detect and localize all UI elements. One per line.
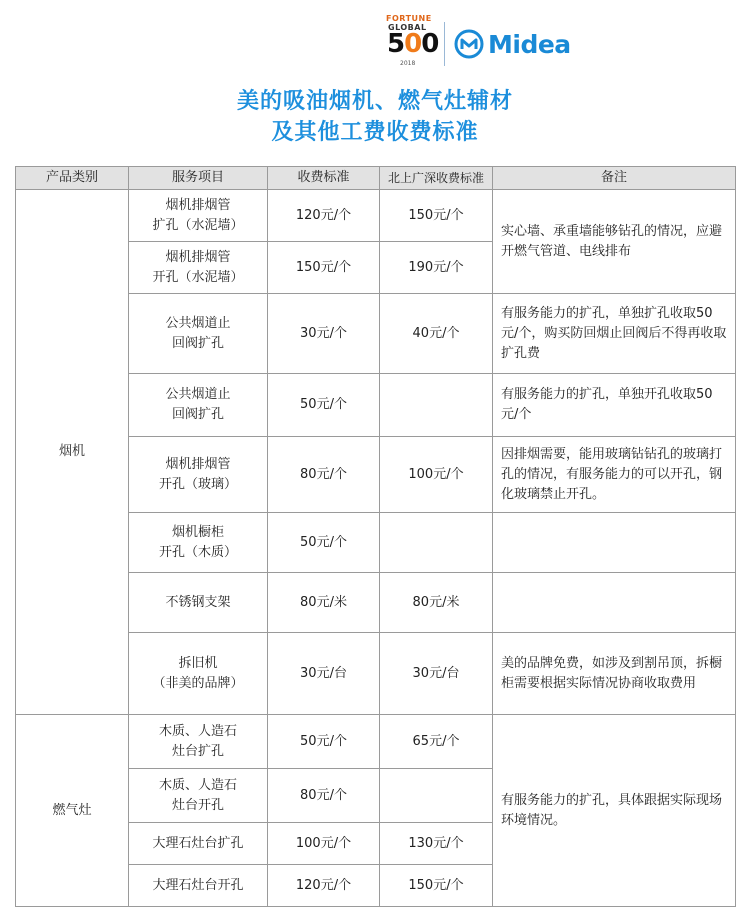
fee-tier1-cell — [380, 374, 493, 437]
service-cell: 大理石灶台开孔 — [129, 865, 268, 907]
fee-cell: 150元/个 — [268, 242, 380, 294]
fee-cell: 120元/个 — [268, 865, 380, 907]
header-fee-tier1: 北上广深收费标准 — [380, 167, 493, 190]
category-stove: 燃气灶 — [16, 715, 129, 907]
logo-divider — [444, 22, 445, 66]
note-cell: 美的品牌免费，如涉及到割吊顶，拆橱柜需要根据实际情况协商收取费用 — [493, 633, 736, 715]
fee-cell: 30元/台 — [268, 633, 380, 715]
service-cell: 不锈钢支架 — [129, 573, 268, 633]
service-cell: 拆旧机 （非美的品牌） — [129, 633, 268, 715]
service-cell: 木质、人造石 灶台扩孔 — [129, 715, 268, 769]
note-cell: 因排烟需要，能用玻璃钻钻孔的玻璃打孔的情况，有服务能力的可以开孔，钢化玻璃禁止开孔。 — [493, 437, 736, 513]
fortune-number: 500 — [387, 29, 439, 59]
midea-brand-text: Midea — [488, 29, 571, 59]
title-line-1: 美的吸油烟机、燃气灶辅材 — [236, 89, 513, 114]
fee-cell: 30元/个 — [268, 294, 380, 374]
table-row — [16, 715, 736, 769]
fee-tier1-cell: 150元/个 — [380, 190, 493, 242]
service-cell: 烟机排烟管 扩孔（水泥墙） — [129, 190, 268, 242]
service-cell: 公共烟道止 回阀扩孔 — [129, 294, 268, 374]
note-cell: 实心墙、承重墙能够钻孔的情况，应避开燃气管道、电线排布 — [493, 190, 736, 294]
note-cell: 有服务能力的扩孔，单独扩孔收取50元/个，购买防回烟止回阀后不得再收取扩孔费 — [493, 294, 736, 374]
service-cell: 大理石灶台扩孔 — [129, 823, 268, 865]
fee-tier1-cell: 65元/个 — [380, 715, 493, 769]
fee-tier1-cell: 190元/个 — [380, 242, 493, 294]
fee-table — [15, 166, 736, 907]
note-cell: 有服务能力的扩孔，单独开孔收取50元/个 — [493, 374, 736, 437]
table-row — [16, 190, 736, 242]
service-cell: 烟机橱柜 开孔（木质） — [129, 513, 268, 573]
note-cell — [493, 573, 736, 633]
fee-cell: 50元/个 — [268, 513, 380, 573]
service-cell: 烟机排烟管 开孔（玻璃） — [129, 437, 268, 513]
fee-cell: 80元/米 — [268, 573, 380, 633]
logo-area — [384, 12, 584, 72]
fortune-year: 2018 — [400, 60, 416, 67]
service-cell: 木质、人造石 灶台开孔 — [129, 769, 268, 823]
fee-cell: 80元/个 — [268, 769, 380, 823]
fee-cell: 100元/个 — [268, 823, 380, 865]
fee-tier1-cell — [380, 769, 493, 823]
fee-cell: 80元/个 — [268, 437, 380, 513]
fee-cell: 120元/个 — [268, 190, 380, 242]
header-category: 产品类别 — [16, 167, 129, 190]
header-service: 服务项目 — [129, 167, 268, 190]
service-cell: 烟机排烟管 开孔（水泥墙） — [129, 242, 268, 294]
service-cell: 公共烟道止 回阀扩孔 — [129, 374, 268, 437]
fee-tier1-cell: 150元/个 — [380, 865, 493, 907]
fortune-text: FORTUNE — [386, 14, 432, 23]
title-line-2: 及其他工费收费标准 — [271, 120, 479, 145]
category-hood: 烟机 — [16, 190, 129, 715]
fortune-500-logo — [384, 14, 439, 70]
note-cell — [493, 513, 736, 573]
header-fee: 收费标准 — [268, 167, 380, 190]
fee-tier1-cell: 100元/个 — [380, 437, 493, 513]
fee-tier1-cell: 80元/米 — [380, 573, 493, 633]
page-title — [0, 86, 750, 148]
fee-tier1-cell: 30元/台 — [380, 633, 493, 715]
midea-logo — [454, 24, 571, 64]
header-note: 备注 — [493, 167, 736, 190]
fee-cell: 50元/个 — [268, 374, 380, 437]
global-text: GLOBAL — [388, 23, 427, 32]
fee-tier1-cell — [380, 513, 493, 573]
table-header-row — [16, 167, 736, 190]
fee-tier1-cell: 40元/个 — [380, 294, 493, 374]
note-cell: 有服务能力的扩孔，具体跟据实际现场环境情况。 — [493, 715, 736, 907]
midea-mark-icon — [454, 29, 484, 59]
fee-tier1-cell: 130元/个 — [380, 823, 493, 865]
fee-cell: 50元/个 — [268, 715, 380, 769]
